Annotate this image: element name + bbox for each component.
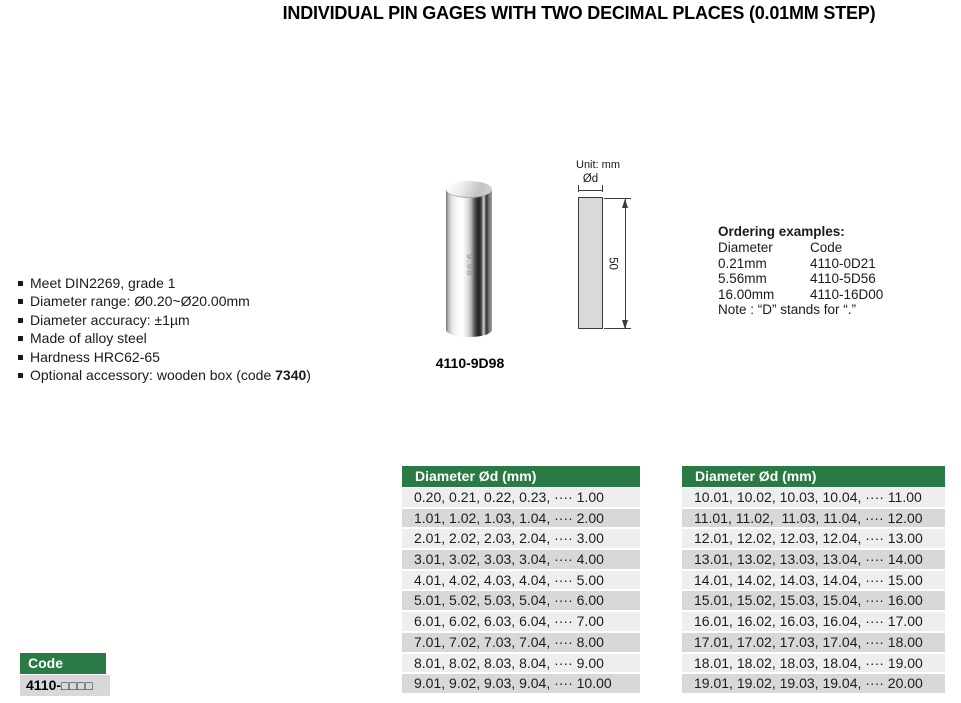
- feature-text: Meet DIN2269, grade 1: [30, 275, 176, 291]
- feature-text: Hardness HRC62-65: [30, 348, 160, 365]
- ordering-diameter-value: 0.21mm: [718, 255, 767, 271]
- bullet-square-icon: [18, 281, 23, 286]
- table-row: 12.01, 12.02, 12.03, 12.04, ···· 13.00: [682, 529, 945, 550]
- diameter-table-2: [682, 466, 945, 695]
- feature-item: [18, 348, 348, 366]
- table-row: 4.01, 4.02, 4.03, 4.04, ···· 5.00: [402, 571, 640, 592]
- unit-label: Unit: mm: [576, 159, 620, 171]
- feature-text: Diameter range: Ø0.20~Ø20.00mm: [30, 293, 250, 310]
- bullet-square-icon: [18, 355, 23, 360]
- ordering-note: Note : “D” stands for “.”: [718, 302, 857, 317]
- ordering-col-code: Code: [810, 240, 843, 255]
- ordering-examples: [718, 224, 928, 318]
- pin-engraved-marking: 9.98: [464, 253, 475, 277]
- feature-text-suffix: ): [306, 367, 311, 384]
- table-row: 19.01, 19.02, 19.03, 19.04, ···· 20.00: [682, 674, 945, 695]
- table-row: 0.20, 0.21, 0.22, 0.23, ···· 1.00: [402, 488, 640, 509]
- table-row: 15.01, 15.02, 15.03, 15.04, ···· 16.00: [682, 591, 945, 612]
- code-pattern: [20, 675, 110, 696]
- table-row: 10.01, 10.02, 10.03, 10.04, ···· 11.00: [682, 488, 945, 509]
- table-row: 8.01, 8.02, 8.03, 8.04, ···· 9.00: [402, 654, 640, 675]
- feature-item: [18, 311, 348, 329]
- diameter-dim-line: [578, 190, 603, 191]
- bullet-square-icon: [18, 373, 23, 378]
- pin-outline-drawing: [578, 197, 603, 329]
- diameter-table-1: [402, 466, 640, 695]
- table-body: [402, 488, 640, 695]
- table-row: 18.01, 18.02, 18.03, 18.04, ···· 19.00: [682, 654, 945, 675]
- table-body: [682, 488, 945, 695]
- ordering-code-value: 4110-5D56: [810, 271, 876, 286]
- table-row: 9.01, 9.02, 9.03, 9.04, ···· 10.00: [402, 674, 640, 695]
- ordering-header-row: [718, 240, 928, 256]
- code-table-header: Code: [20, 653, 106, 674]
- feature-item: [18, 274, 348, 292]
- table-row: 13.01, 13.02, 13.03, 13.04, ···· 14.00: [682, 550, 945, 571]
- feature-item: [18, 366, 348, 384]
- dim-tick-left: [578, 185, 579, 192]
- ordering-row: [718, 271, 928, 287]
- ordering-row: [718, 256, 928, 272]
- bullet-square-icon: [18, 336, 23, 341]
- product-model: 4110-9D98: [435, 355, 505, 371]
- feature-text: Made of alloy steel: [30, 330, 147, 347]
- feature-item: [18, 329, 348, 347]
- table-row: 6.01, 6.02, 6.03, 6.04, ···· 7.00: [402, 612, 640, 633]
- table-row: 7.01, 7.02, 7.03, 7.04, ···· 8.00: [402, 633, 640, 654]
- feature-item: [18, 292, 348, 310]
- table-row: 17.01, 17.02, 17.03, 17.04, ···· 18.00: [682, 633, 945, 654]
- dim-arrow-down-icon: [622, 320, 628, 329]
- table-row: 16.01, 16.02, 16.03, 16.04, ···· 17.00: [682, 612, 945, 633]
- table-header: Diameter Ød (mm): [402, 466, 640, 488]
- feature-list: [18, 274, 348, 384]
- dim-arrow-up-icon: [622, 199, 628, 208]
- feature-text-bold: 7340: [275, 367, 307, 384]
- table-row: 5.01, 5.02, 5.03, 5.04, ···· 6.00: [402, 591, 640, 612]
- bullet-square-icon: [18, 299, 23, 304]
- code-prefix: 4110-: [26, 677, 62, 693]
- code-placeholder-boxes: □□□□: [61, 679, 94, 693]
- bullet-square-icon: [18, 318, 23, 323]
- ordering-row: [718, 287, 928, 303]
- length-dim-label: 50: [606, 257, 619, 270]
- feature-text: Optional accessory: wooden box (code: [30, 367, 276, 384]
- pin-gage-photo: [446, 181, 492, 337]
- ordering-col-diameter: Diameter: [718, 240, 773, 255]
- table-row: 14.01, 14.02, 14.03, 14.04, ···· 15.00: [682, 571, 945, 592]
- ordering-diameter-value: 5.56mm: [718, 271, 767, 286]
- table-row: 11.01, 11.02, 11.03, 11.04, ···· 12.00: [682, 509, 945, 530]
- feature-text: Diameter accuracy: ±1µm: [30, 311, 190, 328]
- table-row: 3.01, 3.02, 3.03, 3.04, ···· 4.00: [402, 550, 640, 571]
- ordering-title: Ordering examples:: [718, 224, 845, 239]
- length-dim-line: [625, 199, 626, 329]
- ordering-rows: [718, 256, 928, 303]
- dim-tick-right: [602, 185, 603, 192]
- ordering-code-value: 4110-16D00: [810, 286, 884, 302]
- table-row: 2.01, 2.02, 2.03, 2.04, ···· 3.00: [402, 529, 640, 550]
- table-header: Diameter Ød (mm): [682, 466, 945, 488]
- pin-top-cap: [446, 181, 492, 198]
- diameter-dim-label: Ød: [582, 173, 599, 185]
- ordering-diameter-value: 16.00mm: [718, 286, 775, 302]
- page-title: INDIVIDUAL PIN GAGES WITH TWO DECIMAL PLACES (0.01MM STEP): [282, 3, 876, 23]
- ordering-code-value: 4110-0D21: [810, 255, 876, 271]
- table-row: 1.01, 1.02, 1.03, 1.04, ···· 2.00: [402, 509, 640, 530]
